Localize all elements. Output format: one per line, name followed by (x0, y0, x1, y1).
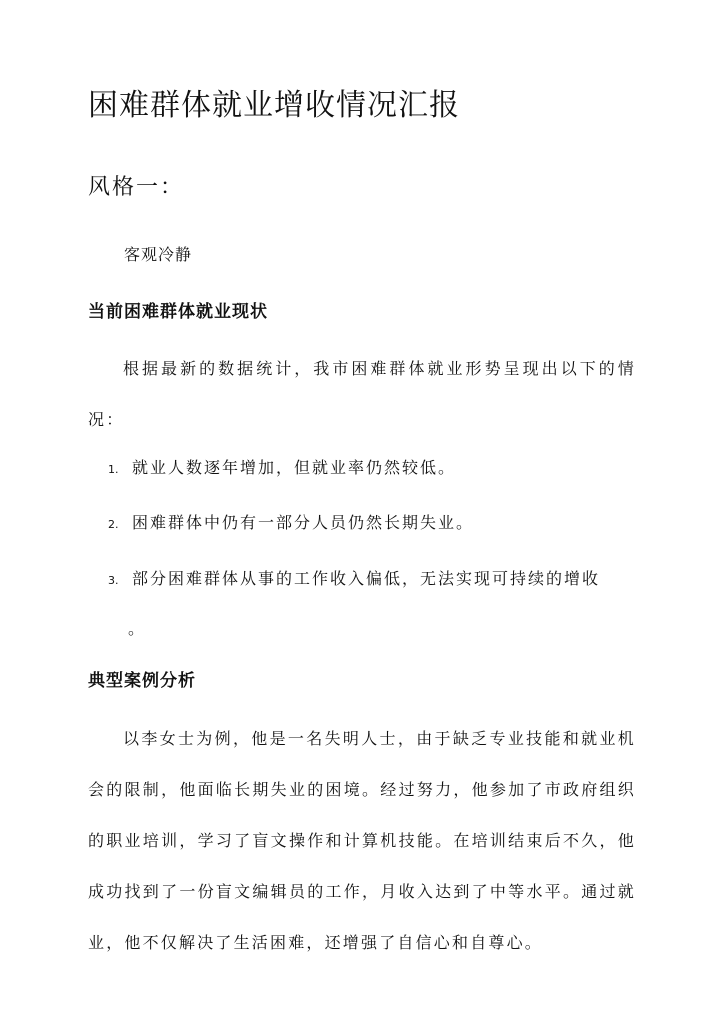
case-analysis-paragraph: 以李女士为例，他是一名失明人士，由于缺乏专业技能和就业机会的限制，他面临长期失业的困境。经过努力，他参加了市政府组织的职业培训，学习了盲文操作和计算机技能。在培训结束后不久，他成功找到了一份盲文编辑员的工作，月收入达到了中等水平。通过就业，他不仅解决了生活困难，还增强了自信心和自尊心。 (88, 729, 636, 952)
style-heading: 风格一： (88, 175, 185, 200)
style-value: 客观冷静 (124, 245, 193, 264)
list-item (108, 552, 628, 608)
section-intro-paragraph: 根据最新的数据统计，我市困难群体就业形势呈现出以下的情况： (88, 359, 636, 429)
document-title: 困难群体就业增收情况汇报 (88, 88, 460, 123)
list-item-number: 1. (108, 463, 119, 476)
list-item (108, 441, 628, 497)
section-heading-case-analysis: 典型案例分析 (88, 671, 196, 691)
list-item-number: 3. (108, 574, 119, 587)
list-item-text: 部分困难群体从事的工作收入偏低，无法实现可持续的增收 (132, 569, 601, 588)
list-item-number: 2. (108, 518, 119, 531)
list-item (108, 496, 628, 552)
list-item-text: 困难群体中仍有一部分人员仍然长期失业。 (132, 513, 475, 532)
section-heading-current-status: 当前困难群体就业现状 (88, 302, 268, 322)
list-item-continuation: 。 (128, 619, 145, 638)
list-item-text: 就业人数逐年增加，但就业率仍然较低。 (132, 458, 457, 477)
